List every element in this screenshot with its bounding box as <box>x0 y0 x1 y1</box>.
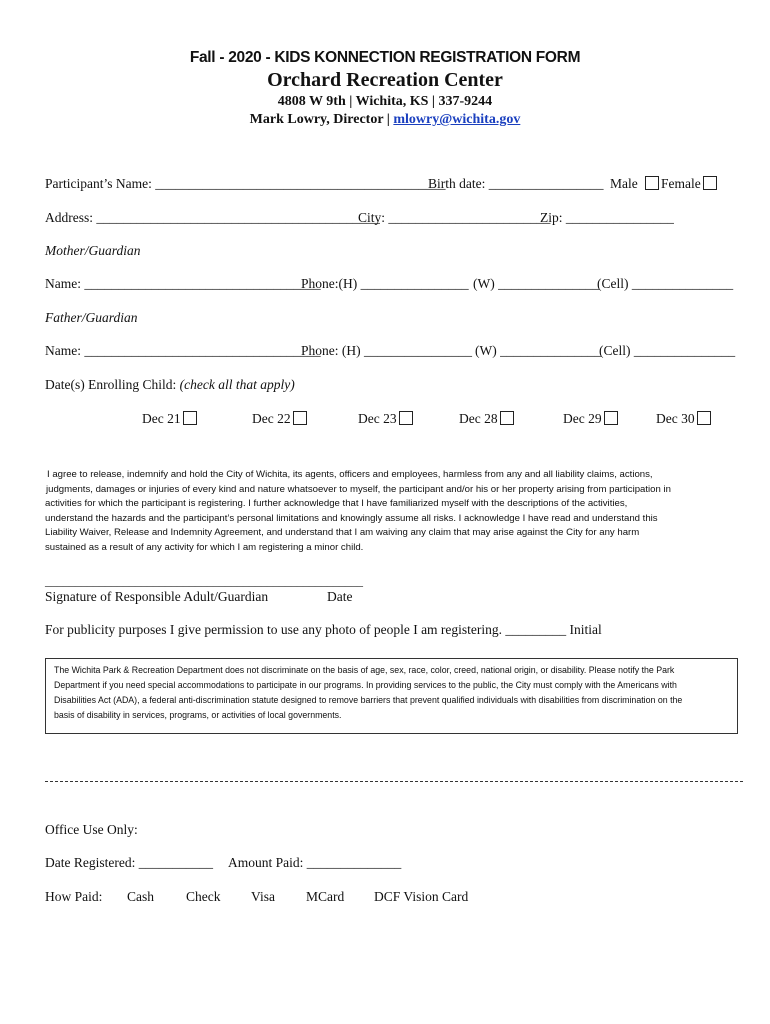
date-checkbox[interactable] <box>183 411 197 425</box>
father-name-field[interactable]: Name: ___________________________________ <box>45 343 321 358</box>
director-line <box>0 112 770 128</box>
waiver-line: understand the hazards and the participant’s personal limitations and knowingly assume all risks. I acknowledge I have read and understand this <box>45 512 658 524</box>
birth-date-field[interactable]: Birth date: _________________ <box>428 176 604 191</box>
date-checkbox[interactable] <box>500 411 514 425</box>
male-label: Male <box>610 176 638 191</box>
female-checkbox[interactable] <box>703 176 717 190</box>
amount-paid-field[interactable]: Amount Paid: ______________ <box>228 855 402 870</box>
mother-name-field[interactable]: Name: ___________________________________ <box>45 276 321 291</box>
waiver-line: I agree to release, indemnify and hold the City of Wichita, its agents, officers and employees, harmless from any and all liability claims, actions, <box>47 469 653 480</box>
date-label: Dec 28 <box>459 411 498 426</box>
center-name: Orchard Recreation Center <box>267 69 503 91</box>
date-option-dec21[interactable] <box>142 411 197 427</box>
signature-line[interactable]: _____________________________________________________ <box>45 574 363 588</box>
father-phone-home-field[interactable]: Phone: (H) ________________ <box>301 343 472 358</box>
participant-name-field[interactable]: Participant’s Name: ___________________________________________ <box>45 176 446 191</box>
dates-note: (check all that apply) <box>179 377 295 392</box>
payment-dcf-vision-card[interactable]: DCF Vision Card <box>374 889 469 904</box>
notice-line: Disabilities Act (ADA), a federal anti-discrimination statute designed to remove barriers that prevent qualified individuals with disabilities from discrimination on the <box>54 695 683 705</box>
signature-label: Signature of Responsible Adult/Guardian <box>45 589 269 604</box>
female-option[interactable] <box>661 176 717 192</box>
date-label: Dec 29 <box>563 411 602 426</box>
date-option-dec28[interactable] <box>459 411 514 427</box>
cut-line <box>45 781 743 782</box>
address-field[interactable]: Address: __________________________________________ <box>45 210 380 225</box>
father-phone-work-field[interactable]: (W) _______________ <box>475 343 602 358</box>
male-checkbox[interactable] <box>645 176 659 190</box>
date-label: Dec 23 <box>358 411 397 426</box>
date-option-dec22[interactable] <box>252 411 307 427</box>
date-registered-field[interactable]: Date Registered: ___________ <box>45 855 213 870</box>
date-checkbox[interactable] <box>399 411 413 425</box>
waiver-line: judgments, damages or injuries of every kind and nature whatsoever to myself, the participant and/or his or her property arising from participation in <box>46 483 671 495</box>
male-option[interactable] <box>610 176 659 192</box>
payment-mcard[interactable]: MCard <box>306 889 345 904</box>
publicity-permission[interactable]: For publicity purposes I give permission to use any photo of people I am registering. _________ Initial <box>45 622 602 637</box>
mother-phone-cell-field[interactable]: (Cell) _______________ <box>597 276 734 291</box>
date-option-dec30[interactable] <box>656 411 711 427</box>
form-title: Fall - 2020 - KIDS KONNECTION REGISTRATION FORM <box>189 49 581 66</box>
center-address: 4808 W 9th | Wichita, KS | 337-9244 <box>277 94 493 109</box>
notice-line: The Wichita Park & Recreation Department does not discriminate on the basis of age, sex, race, color, creed, national origin, or disability. Please notify the Park <box>54 665 675 675</box>
notice-line: Department if you need special accommodations to participate in our programs. In providing services to the public, the City must comply with the Americans with <box>54 680 677 690</box>
date-checkbox[interactable] <box>293 411 307 425</box>
waiver-line: sustained as a result of any activity for which I am registering a minor child. <box>45 541 364 553</box>
waiver-line: Liability Waiver, Release and Indemnity Agreement, and understand that I am waiving any claim that may arise against the City for any harm <box>45 527 640 539</box>
date-label: Dec 22 <box>252 411 291 426</box>
nondiscrimination-notice <box>45 658 738 734</box>
dates-enrolling-label <box>45 377 295 393</box>
director-name: Mark Lowry, Director | <box>249 112 394 127</box>
date-option-dec29[interactable] <box>563 411 618 427</box>
female-label: Female <box>661 176 701 191</box>
date-label: Dec 30 <box>656 411 695 426</box>
father-phone-cell-field[interactable]: (Cell) _______________ <box>599 343 736 358</box>
father-guardian-heading: Father/Guardian <box>45 310 138 325</box>
payment-cash[interactable]: Cash <box>127 889 154 904</box>
how-paid-label: How Paid: <box>45 889 103 904</box>
notice-line: basis of disability in services, programs, or activities of local governments. <box>54 710 342 720</box>
dates-label: Date(s) Enrolling Child: <box>45 377 180 392</box>
signature-date-label: Date <box>327 589 353 604</box>
date-option-dec23[interactable] <box>358 411 413 427</box>
office-use-heading: Office Use Only: <box>45 822 138 837</box>
mother-phone-work-field[interactable]: (W) _______________ <box>473 276 600 291</box>
payment-visa[interactable]: Visa <box>251 889 275 904</box>
mother-phone-home-field[interactable]: Phone:(H) ________________ <box>301 276 469 291</box>
payment-check[interactable]: Check <box>186 889 221 904</box>
city-field[interactable]: City: ________________________ <box>358 210 551 225</box>
waiver-line: activities for which the participant is registering. I further acknowledge that I have familiarized myself with the descriptions of the activities, <box>45 498 628 510</box>
date-label: Dec 21 <box>142 411 181 426</box>
zip-field[interactable]: Zip: ________________ <box>540 210 674 225</box>
date-checkbox[interactable] <box>604 411 618 425</box>
mother-guardian-heading: Mother/Guardian <box>45 243 141 258</box>
director-email-link[interactable]: mlowry@wichita.gov <box>393 112 521 127</box>
date-checkbox[interactable] <box>697 411 711 425</box>
liability-waiver <box>45 468 735 556</box>
